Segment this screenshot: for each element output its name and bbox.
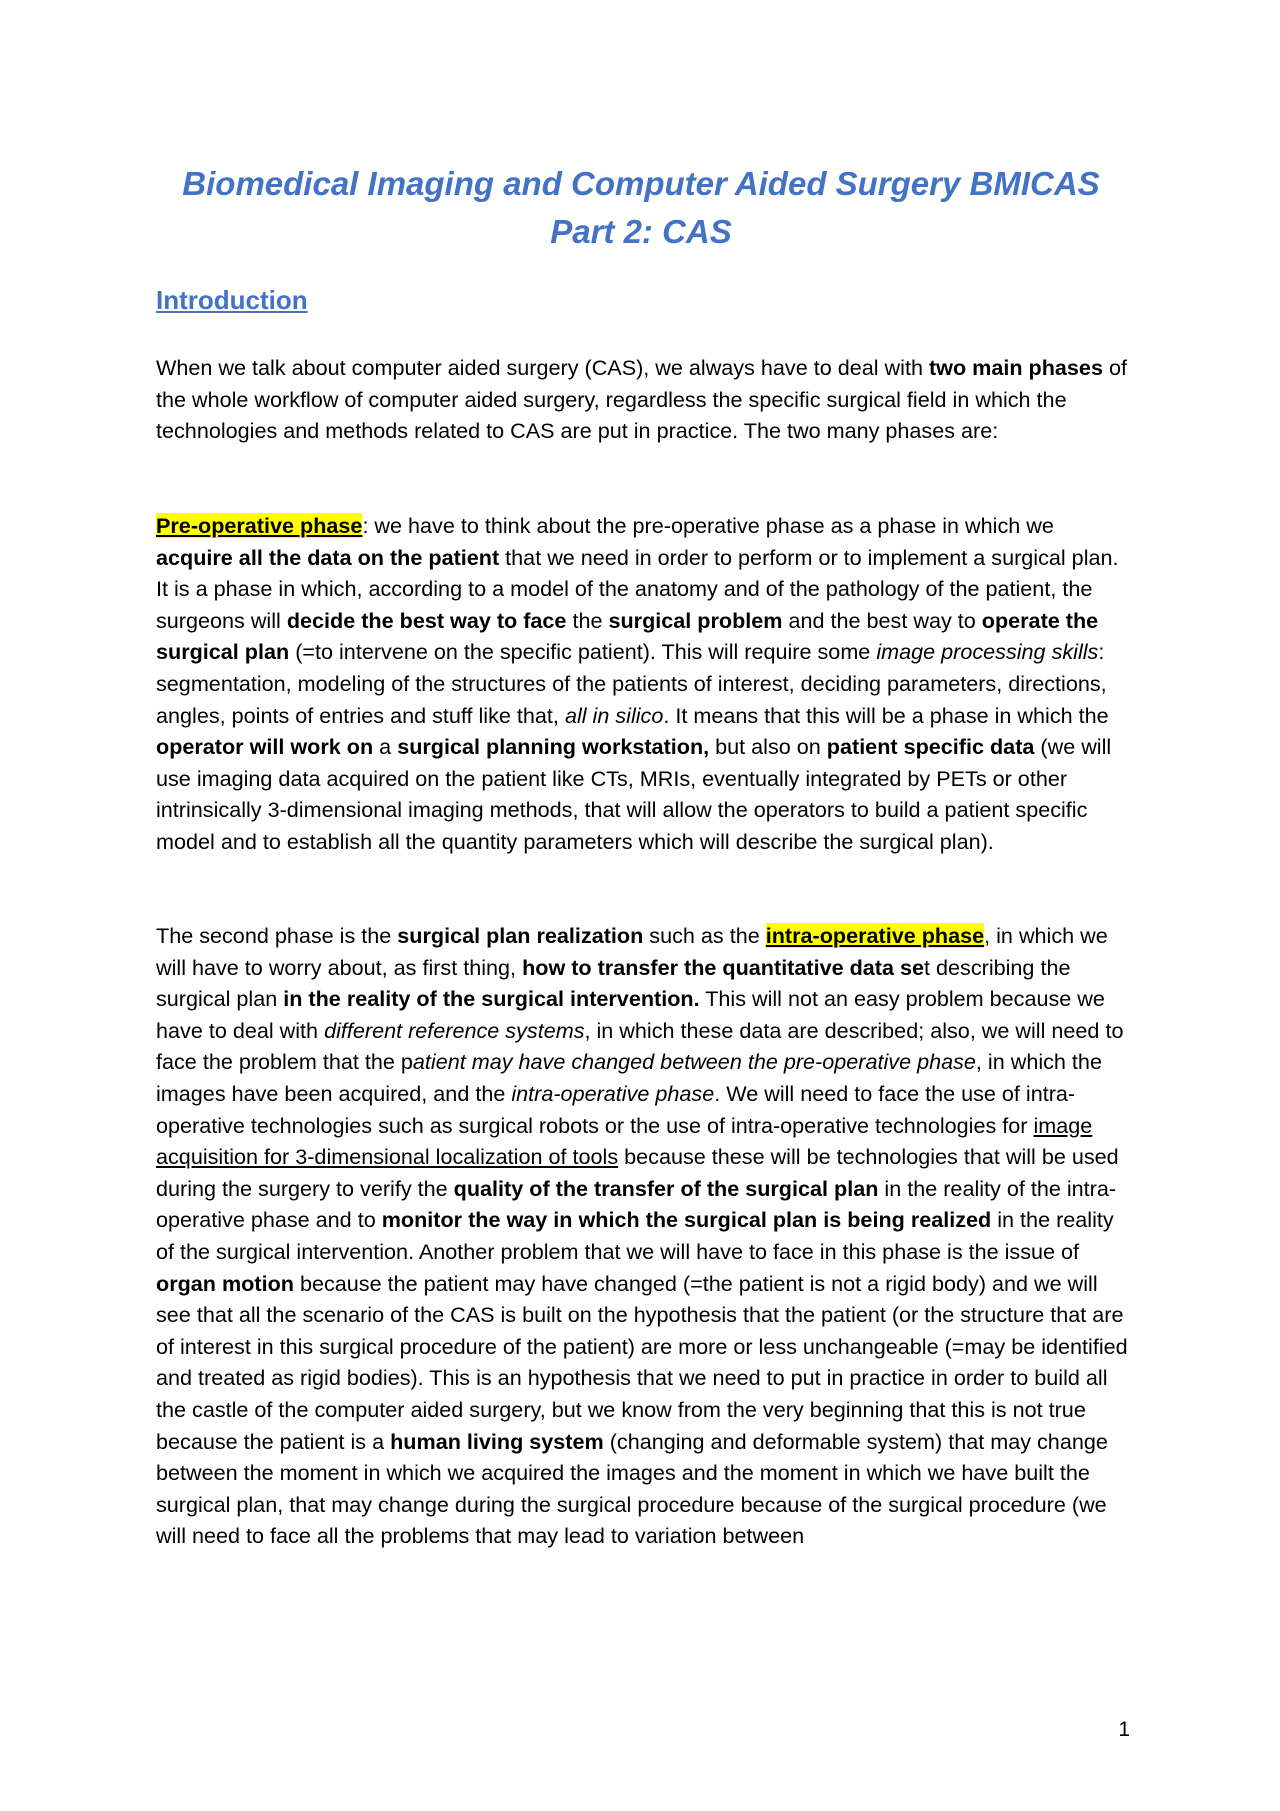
- text-run: . We will need to face the use of intra-operative technologies such as surgical robots or the use of intra-operative technologies for: [156, 1080, 1076, 1138]
- text-run: When we talk about computer aided surgery (CAS), we always have to deal with: [156, 355, 929, 380]
- paragraph-intro: [156, 352, 1136, 447]
- text-run: but also on: [709, 734, 827, 760]
- italic-text: image processing skills: [876, 639, 1099, 665]
- text-run: , in which the images have been acquired, and the: [156, 1049, 1102, 1106]
- text-run: . It means that this will be a phase in which the: [663, 702, 1109, 728]
- bold-text: surgical problem: [608, 607, 783, 633]
- highlighted-term: Pre-operative phase: [156, 513, 363, 538]
- italic-text: all in silico: [564, 702, 664, 728]
- bold-text: operator will work on: [156, 734, 374, 760]
- text-run: This will not an easy problem because we have to deal with: [156, 986, 1105, 1043]
- italic-text: atient may have changed between the pre-operative phase: [412, 1049, 976, 1075]
- bold-text: how to transfer the quantitative data se: [522, 954, 925, 980]
- paragraph-intra-operative-phase: [156, 920, 1136, 1552]
- text-run: such as the: [643, 923, 766, 948]
- text-run: (changing and deformable system) that may change between the moment in which we acquired the images and the moment in which we have built the surgical plan, that may change during the surgical procedure because of the surgical procedure (we will need to face all the problems that may lead to variation between: [156, 1428, 1108, 1549]
- text-run: in the reality of the intra-operative phase and to: [156, 1175, 1117, 1233]
- bold-text: surgical plan realization: [397, 923, 644, 948]
- page-number: 1: [1118, 1718, 1130, 1741]
- text-run: The second phase is the: [156, 923, 398, 948]
- text-run: , in which these data are described; also, we will need to face the problem that the p: [156, 1017, 1124, 1075]
- text-run: (we will use imaging data acquired on the patient like CTs, MRIs, eventually integrated by PETs or other intrinsically 3-dimensional imaging methods, that will allow the operators to build a patient specific model and to establish all the quantity parameters which will describe the surgical plan).: [156, 734, 1112, 854]
- bold-text: monitor the way in which the surgical plan is being realized: [381, 1207, 992, 1233]
- italic-text: different reference systems: [324, 1017, 585, 1043]
- text-run: and the best way to: [782, 607, 982, 633]
- text-run: because the patient may have changed (=the patient is not a rigid body) and we will see that all the scenario of the CAS is built on the hypothesis that the patient (or the structure that are of interest in this surgical procedure of the patient) are more or less unchangeable (=may be identified and treated as rigid bodies). This is an hypothesis that we need to put in practice in order to build all the castle of the computer aided surgery, but we know from the very beginning that this is not true because the patient is a: [156, 1270, 1128, 1454]
- document-title: [156, 160, 1126, 256]
- bold-text: two main phases: [928, 355, 1103, 380]
- underlined-text: image acquisition for 3-dimensional localization of tools: [156, 1112, 1093, 1170]
- bold-text: patient specific data: [826, 734, 1035, 760]
- section-heading-introduction: Introduction: [156, 285, 308, 315]
- bold-text: decide the best way to face: [286, 607, 567, 633]
- bold-text: operate the surgical plan: [156, 607, 1099, 665]
- text-run: in the reality of the surgical intervention. Another problem that we will have to face in this phase is the issue of: [156, 1207, 1114, 1264]
- bold-text: quality of the transfer of the surgical plan: [453, 1175, 879, 1201]
- text-run: the: [566, 607, 609, 633]
- bold-text: acquire all the data on the patient: [156, 544, 500, 570]
- text-run: a: [373, 734, 398, 760]
- text-run: (=to intervene on the specific patient). This will require some: [289, 639, 877, 665]
- text-run: because these will be technologies that will be used during the surgery to verify the: [156, 1144, 1119, 1201]
- text-run: : we have to think about the pre-operative phase as a phase in which we: [362, 513, 1054, 538]
- text-run: that we need in order to perform or to implement a surgical plan. It is a phase in which, according to a model of the anatomy and of the pathology of the patient, the surgeons will: [156, 544, 1119, 633]
- title-line-1: Biomedical Imaging and Computer Aided Surgery BMICAS: [182, 165, 1100, 202]
- bold-text: surgical planning workstation,: [397, 734, 710, 760]
- text-run: t describing the surgical plan: [156, 954, 1071, 1012]
- paragraph-text: [156, 920, 1136, 1552]
- text-run: , in which we will have to worry about, as first thing,: [156, 923, 1108, 980]
- title-line-2: Part 2: CAS: [550, 213, 732, 250]
- highlighted-term: intra-operative phase: [765, 923, 985, 948]
- paragraph-pre-operative-phase: [156, 510, 1136, 858]
- text-run: of the whole workflow of computer aided surgery, regardless the specific surgical field in which the technologies and methods related to CAS are put in practice. The two many phases are:: [156, 355, 1127, 444]
- text-run: : segmentation, modeling of the structures of the patients of interest, deciding parameters, directions, angles, points of entries and stuff like that,: [156, 639, 1107, 728]
- paragraph-text: [156, 510, 1136, 858]
- bold-text: in the reality of the surgical intervention.: [283, 986, 700, 1012]
- bold-text: organ motion: [156, 1270, 294, 1296]
- italic-text: intra-operative phase: [511, 1080, 715, 1106]
- bold-text: human living system: [390, 1428, 604, 1454]
- paragraph-text: [156, 352, 1136, 447]
